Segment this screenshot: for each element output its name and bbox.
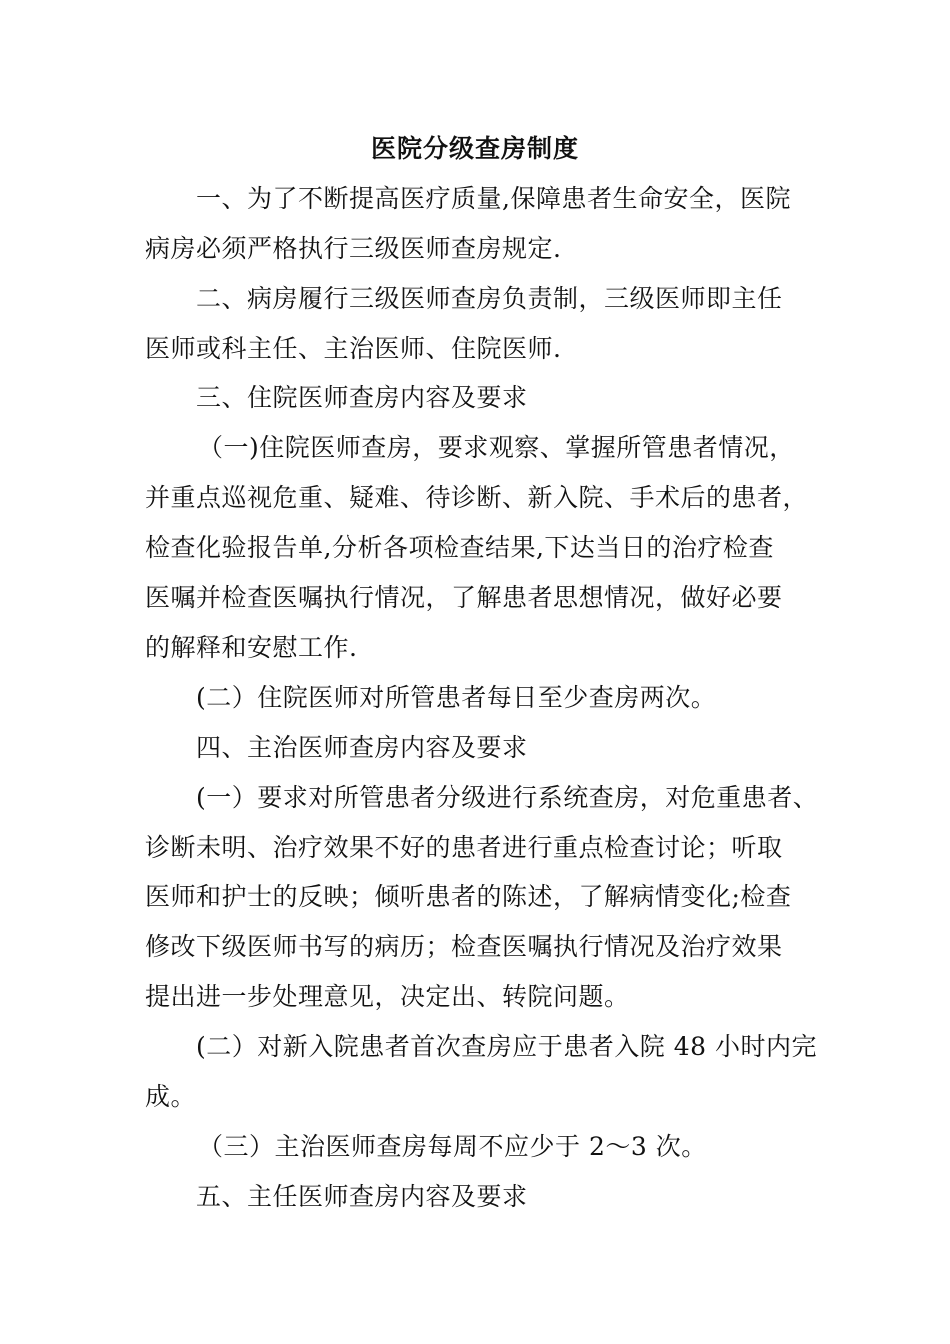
paragraph-line: （三）主治医师查房每周不应少于 2～3 次。	[198, 1132, 707, 1161]
paragraph-line: 并重点巡视危重、疑难、待诊断、新入院、手术后的患者，	[145, 483, 809, 512]
section-heading: 四、主治医师查房内容及要求	[196, 733, 528, 762]
paragraph-line: 成。	[145, 1082, 197, 1111]
paragraph-line: 提出进一步处理意见，决定出、转院问题。	[145, 982, 630, 1011]
paragraph-line: 病房必须严格执行三级医师查房规定.	[145, 234, 562, 263]
section-heading: 三、住院医师查房内容及要求	[196, 383, 528, 412]
paragraph-line: 诊断未明、治疗效果不好的患者进行重点检查讨论；听取	[145, 833, 783, 862]
paragraph-line: 医嘱并检查医嘱执行情况，了解患者思想情况，做好必要	[145, 583, 783, 612]
paragraph-line: 一、为了不断提高医疗质量,保障患者生命安全，医院	[196, 184, 791, 213]
paragraph-line: 二、病房履行三级医师查房负责制，三级医师即主任	[196, 284, 783, 313]
paragraph-line: (二）住院医师对所管患者每日至少查房两次。	[196, 683, 717, 712]
paragraph-line: 医师和护士的反映；倾听患者的陈述，了解病情变化;检查	[145, 882, 792, 911]
paragraph-line: (二）对新入院患者首次查房应于患者入院 48 小时内完	[196, 1032, 817, 1061]
paragraph-line: （一)住院医师查房，要求观察、掌握所管患者情况，	[198, 433, 795, 462]
document-title: 医院分级查房制度	[370, 134, 579, 163]
paragraph-line: 修改下级医师书写的病历；检查医嘱执行情况及治疗效果	[145, 932, 783, 961]
paragraph-line: 医师或科主任、主治医师、住院医师.	[145, 334, 562, 363]
paragraph-line: (一）要求对所管患者分级进行系统查房，对危重患者、	[196, 783, 819, 812]
section-heading: 五、主任医师查房内容及要求	[196, 1182, 528, 1211]
paragraph-line: 的解释和安慰工作.	[145, 633, 358, 662]
paragraph-line: 检查化验报告单,分析各项检查结果,下达当日的治疗检查	[145, 533, 774, 562]
